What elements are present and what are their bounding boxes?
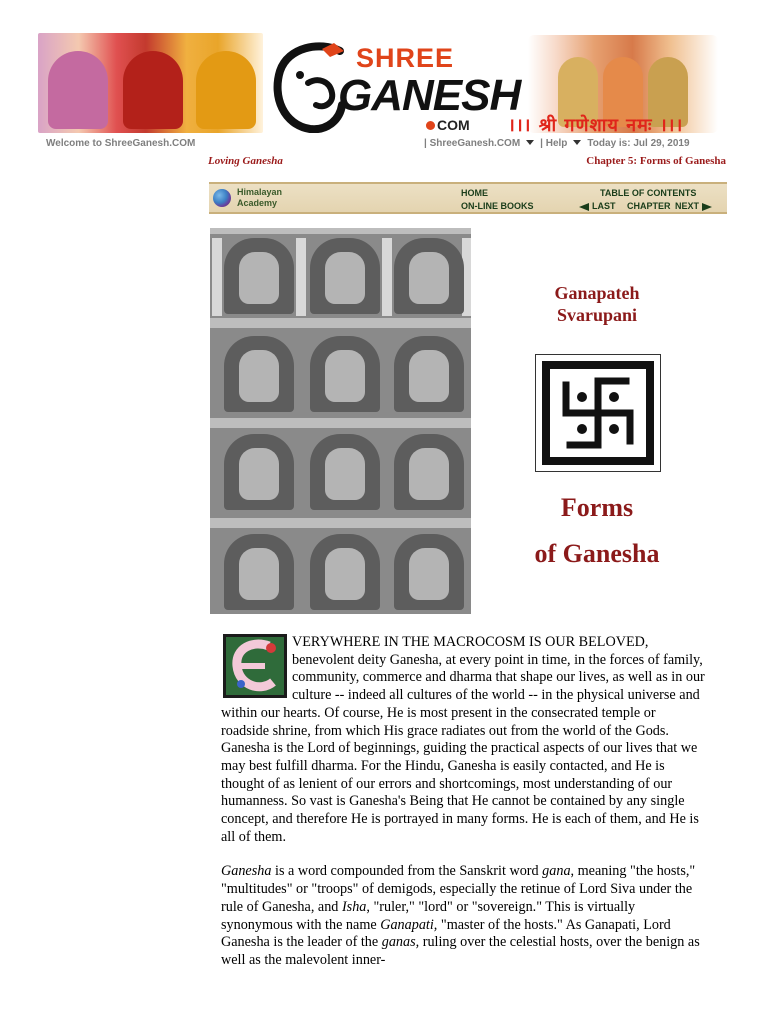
header-banner: [38, 33, 728, 137]
term-ganas: ganas,: [381, 934, 420, 951]
top-nav: [424, 138, 690, 149]
relief-panel: [224, 434, 294, 510]
welcome-text: Welcome to ShreeGanesh.COM: [46, 138, 196, 149]
relief-panel: [394, 238, 464, 314]
chapter-title: Chapter 5: Forms of Ganesha: [586, 155, 726, 167]
ganesha-figure-2: [123, 51, 183, 129]
arrow-right-icon: [702, 203, 712, 211]
academy-line1: Himalayan: [237, 187, 283, 197]
help-menu[interactable]: | Help: [540, 138, 568, 149]
page-title-line2: of Ganesha: [534, 539, 660, 568]
swastika-icon: [536, 355, 660, 471]
paragraph-1: VERYWHERE IN THE MACROCOSM IS OUR BELOVED, benevolent deity Ganesha, at every point in time, in the forces of family, community, commerce and dharma that shape our lives, as well as in our culture -- indeed all cultures of the world -- in the physical universe and within our hearts. Of course, He is most present in the consecrated temple or roadside shrine, from which His grace radiates out from the world of the Gods. Ganesha is the Lord of beginnings, guiding the practical aspects of our lives that we may best fulfill dharma. For the Hindu, Ganesha is easily contacted, and He is thought of as lenient of our errors and shortcomings, most understanding of our humanness. So vast is Ganesha's Being that He cannot be contained by any single concept, and therefore He is portrayed in many forms. He is each of them, and He is all of them.: [221, 634, 705, 845]
logo-ganesh-text[interactable]: GANESH: [338, 71, 521, 120]
relief-panel: [310, 336, 380, 412]
academy-line2: Academy: [237, 198, 278, 208]
term-gana: gana: [542, 863, 571, 880]
logo-shree-text[interactable]: SHREE: [356, 43, 455, 73]
term-isha: Isha: [341, 898, 367, 915]
himalayan-academy-link[interactable]: [237, 187, 282, 209]
term-ganapati: Ganapati,: [380, 916, 438, 933]
logo-com-label: COM: [437, 117, 470, 133]
nav-chapter-label: CHAPTER: [627, 201, 671, 211]
relief-panel: [310, 534, 380, 610]
nav-online-books-link[interactable]: ON-LINE BOOKS: [461, 201, 534, 211]
logo-dot-icon: [426, 121, 435, 130]
relief-panel: [394, 434, 464, 510]
paragraph-2: [221, 863, 707, 969]
nav-last-label: LAST: [592, 201, 616, 211]
sanskrit-chapter-title: [528, 282, 666, 326]
pillar: [382, 238, 392, 316]
site-menu[interactable]: | ShreeGanesh.COM: [424, 138, 521, 149]
relief-panel: [394, 336, 464, 412]
arrow-left-icon: [579, 203, 589, 211]
text-span: ruling over the celestial hosts, over the benign as well as the malevolent inner-: [221, 934, 700, 968]
photo-band: [210, 228, 471, 234]
logo-com-text[interactable]: [426, 117, 470, 133]
nav-home-link[interactable]: HOME: [461, 188, 488, 198]
ganesha-images-left: [38, 33, 263, 133]
text-span: , "ruler," "lord" or "sovereign." This is virtually synonymous with the name: [221, 898, 636, 933]
photo-band: [210, 418, 471, 428]
photo-band: [210, 318, 471, 328]
himalayan-academy-logo-icon[interactable]: [213, 189, 231, 207]
relief-panel: [394, 534, 464, 610]
illuminated-dropcap-e-icon: [223, 634, 287, 698]
nav-next-label: NEXT: [675, 201, 700, 211]
text-span: is a word compounded from the Sanskrit word: [271, 863, 543, 880]
ganesha-relief-photo: [210, 228, 471, 614]
nav-toc-link[interactable]: TABLE OF CONTENTS: [600, 188, 697, 198]
text-span: , meaning "the hosts," "multitudes" or "troops" of demigods, especially the retinue of Lord Siva under the rule of Ganesha, and: [221, 863, 696, 915]
ganesha-figure-1: [48, 51, 108, 129]
text-span: "master of the hosts." As Ganapati, Lord Ganesha is the leader of the: [221, 916, 671, 951]
nav-last-link[interactable]: [579, 201, 616, 211]
relief-panel: [310, 238, 380, 314]
today-date: Today is: Jul 29, 2019: [587, 138, 690, 149]
relief-panel: [224, 336, 294, 412]
chevron-down-icon[interactable]: [573, 140, 581, 145]
book-title: Loving Ganesha: [208, 155, 283, 167]
sanskrit-title-line1: Ganapateh: [554, 283, 640, 303]
sanskrit-title-line2: Svarupani: [556, 305, 638, 325]
term-ganesha: Ganesha: [221, 863, 272, 880]
swastika-emblem: [535, 354, 661, 472]
relief-panel: [224, 238, 294, 314]
sanskrit-mantra: ।।। श्री गणेशाय नमः ।।।: [508, 115, 684, 136]
page-title: [520, 485, 674, 577]
page-title-line1: Forms: [560, 493, 634, 522]
book-navbar: [209, 182, 727, 214]
article-body: [221, 634, 707, 987]
photo-band: [210, 518, 471, 528]
relief-panel: [224, 534, 294, 610]
pillar: [296, 238, 306, 316]
relief-panel: [310, 434, 380, 510]
chevron-down-icon[interactable]: [526, 140, 534, 145]
ganesha-figure-3: [196, 51, 256, 129]
pillar: [212, 238, 222, 316]
nav-next-link[interactable]: [675, 201, 712, 211]
